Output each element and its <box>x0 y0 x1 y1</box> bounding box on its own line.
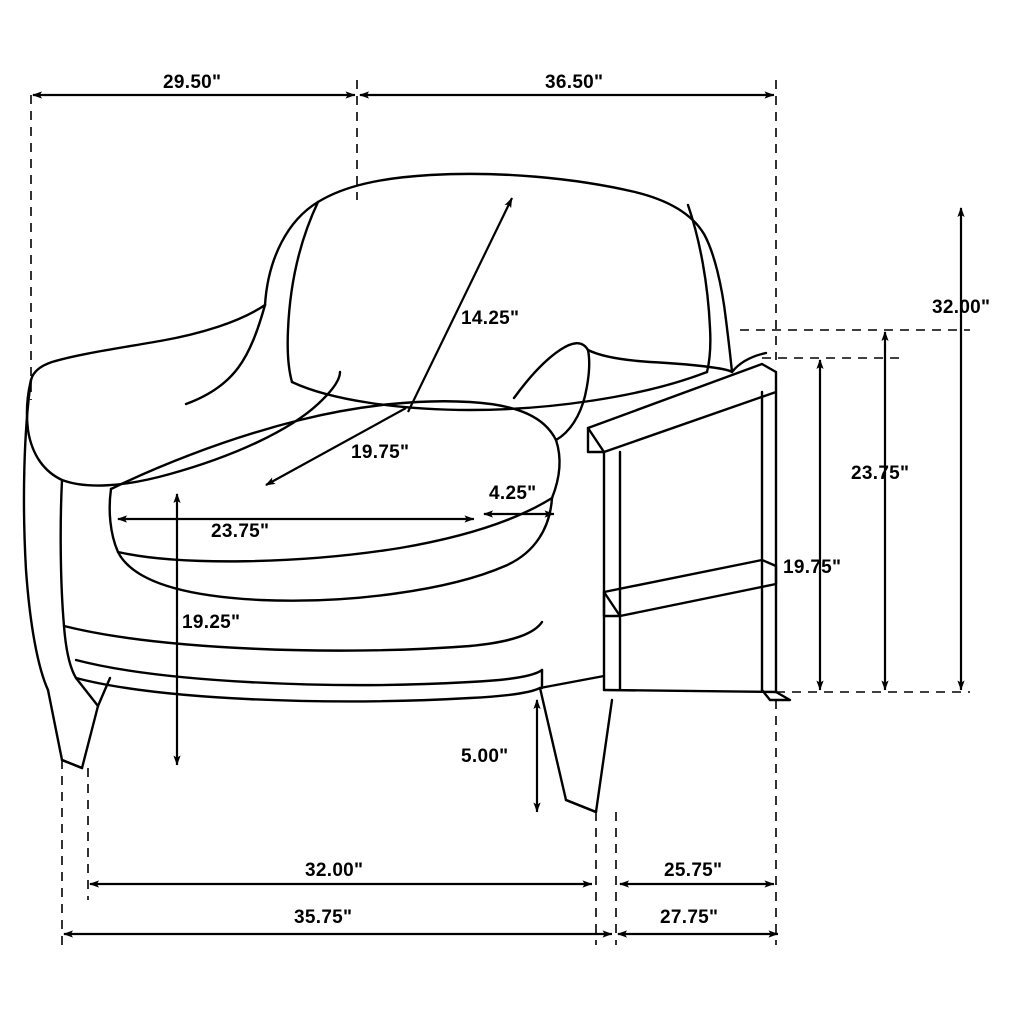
dim-label-seat-width: 23.75" <box>211 521 270 542</box>
dim-label-base-front-width: 32.00" <box>305 860 364 881</box>
dim-label-overall-height: 32.00" <box>932 297 991 318</box>
dim-label-seat-height-side: 19.75" <box>783 557 842 578</box>
dimension-lines <box>33 95 961 934</box>
dim-label-leg-clearance: 5.00" <box>461 746 509 767</box>
dim-label-top-right-width: 36.50" <box>545 72 604 93</box>
dimline-14-25 <box>408 198 512 412</box>
chair-illustration <box>24 174 790 812</box>
dim-label-arm-width: 4.25" <box>489 483 537 504</box>
dim-label-overall-depth: 27.75" <box>660 907 719 928</box>
dim-label-seat-depth-diagonal: 19.75" <box>351 442 410 463</box>
dim-label-seat-back-diagonal: 14.25" <box>461 308 520 329</box>
dim-label-top-left-width: 29.50" <box>163 72 222 93</box>
dim-label-base-side-depth: 25.75" <box>664 860 723 881</box>
dim-label-arm-height: 19.25" <box>182 612 241 633</box>
dim-label-back-height-inner: 23.75" <box>851 463 910 484</box>
extension-lines <box>31 80 970 945</box>
dim-label-overall-width: 35.75" <box>294 907 353 928</box>
